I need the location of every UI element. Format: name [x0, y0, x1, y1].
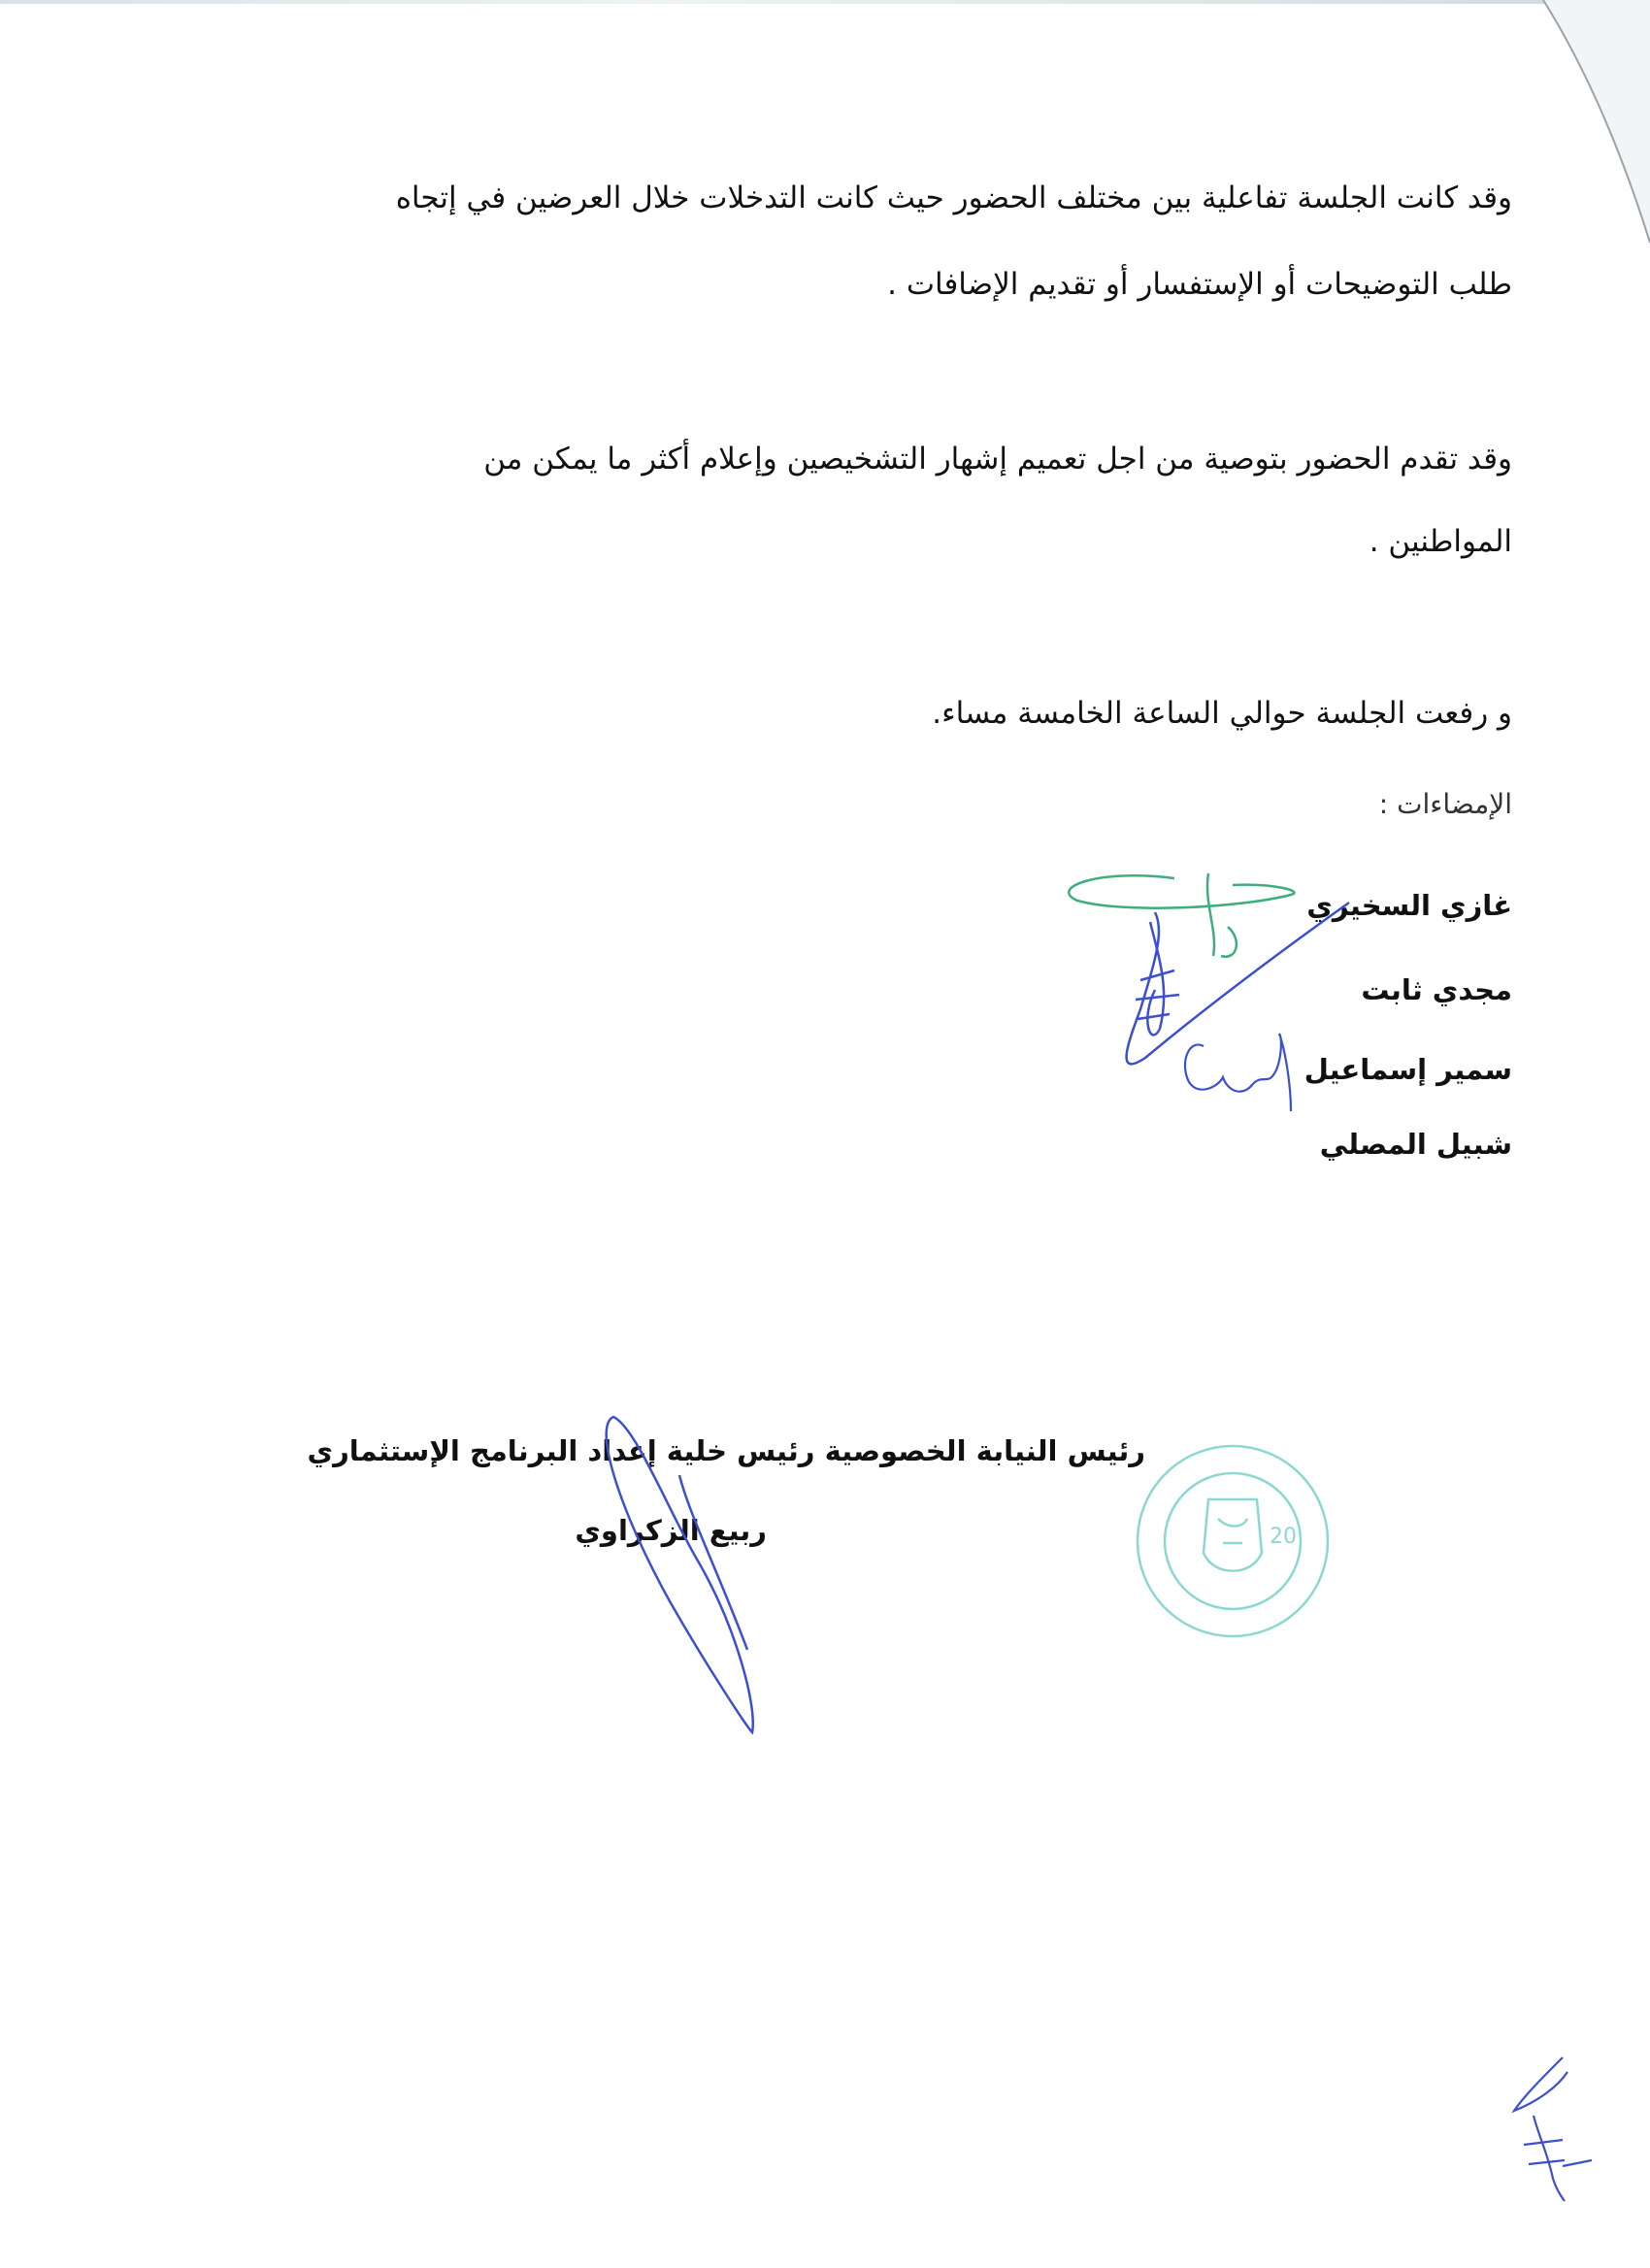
signatures-label: الإمضاءات :	[1378, 788, 1512, 820]
paragraph-3-line-1: و رفعت الجلسة حوالي الساعة الخامسة مساء.	[932, 696, 1512, 731]
official-stamp	[1138, 1446, 1328, 1636]
paragraph-2-line-2: المواطنين .	[1369, 524, 1512, 559]
signer-1: غازي السخيري	[1306, 889, 1512, 922]
footer-title: رئيس النيابة الخصوصية رئيس خلية إعداد البرنامج الإستثماري	[307, 1434, 1145, 1467]
green-signature	[1069, 873, 1294, 957]
signer-3: سمير إسماعيل	[1304, 1053, 1512, 1086]
stamp-number: 20	[1270, 1525, 1297, 1549]
paragraph-2-line-1: وقد تقدم الحضور بتوصية من اجل تعميم إشهار التشخيصين وإعلام أكثر ما يمكن من	[483, 442, 1512, 477]
signer-4: شبيل المصلي	[1319, 1128, 1512, 1161]
blue-signature-1	[1127, 903, 1349, 1064]
signer-2: مجدي ثابت	[1361, 973, 1512, 1006]
paragraph-1-line-1: وقد كانت الجلسة تفاعلية بين مختلف الحضور حيث كانت التدخلات خلال العرضين في إتجاه	[395, 181, 1512, 215]
initials-bottom-right	[1514, 2057, 1592, 2201]
footer-name: ربيع الزكراوي	[575, 1514, 767, 1547]
page-corner-fold	[1534, 0, 1650, 252]
page-top-edge	[0, 0, 1650, 4]
blue-signature-2	[1185, 1034, 1291, 1111]
paragraph-1-line-2: طلب التوضيحات أو الإستفسار أو تقديم الإضافات .	[887, 267, 1512, 302]
